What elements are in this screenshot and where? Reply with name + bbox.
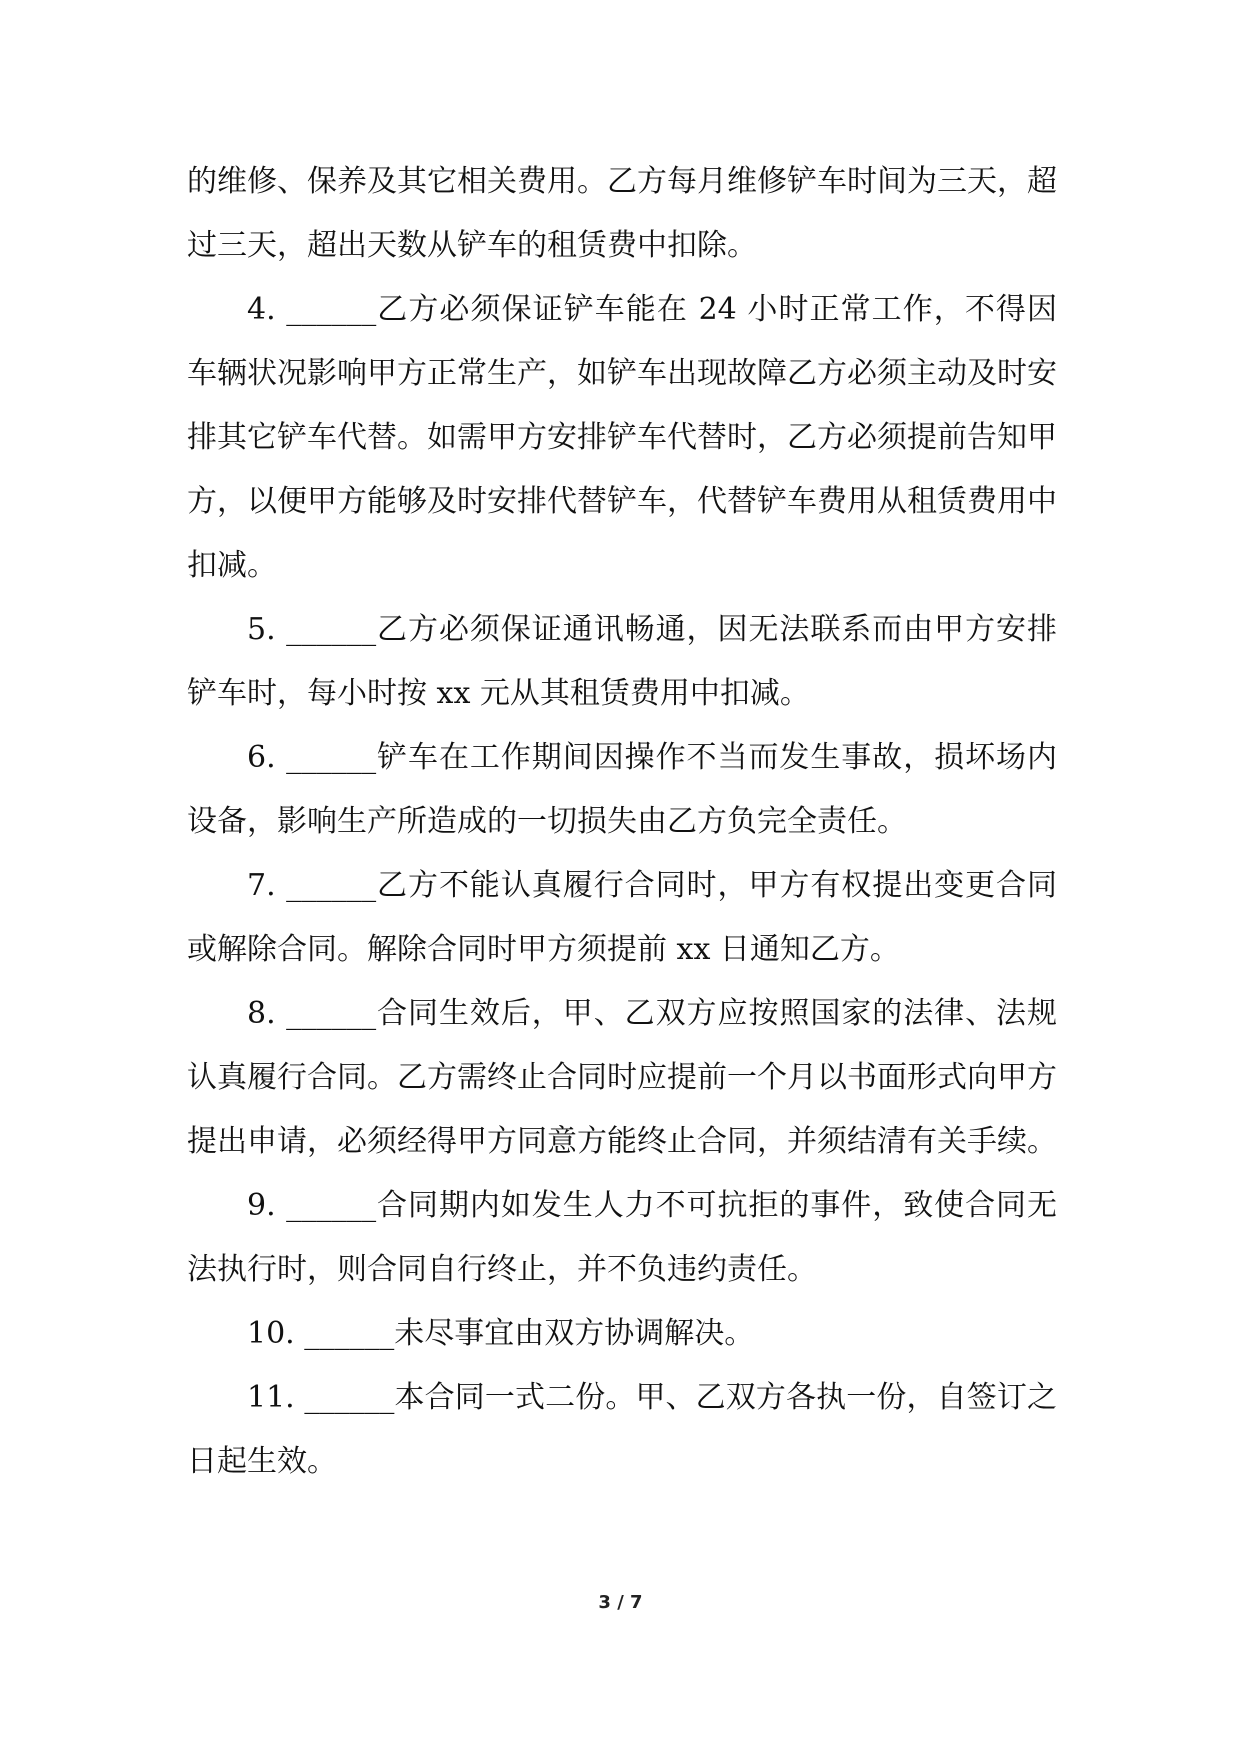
clause-9: 9. ______合同期内如发生人力不可抗拒的事件，致使合同无法执行时，则合同自行终止，并不负违约责任。	[187, 1188, 1057, 1287]
paragraph-continuation: 的维修、保养及其它相关费用。乙方每月维修铲车时间为三天，超过三天，超出天数从铲车的租赁费中扣除。	[187, 164, 1057, 263]
page-number: 3 / 7	[598, 1592, 643, 1613]
clause-11: 11. ______本合同一式二份。甲、乙双方各执一份，自签订之日起生效。	[187, 1380, 1057, 1479]
clause-4: 4. ______乙方必须保证铲车能在 24 小时正常工作，不得因车辆状况影响甲方正常生产，如铲车出现故障乙方必须主动及时安排其它铲车代替。如需甲方安排铲车代替时，乙方必须提前告知甲方，以便甲方能够及时安排代替铲车，代替铲车费用从租赁费用中扣减。	[187, 292, 1057, 583]
clause-8: 8. ______合同生效后，甲、乙双方应按照国家的法律、法规认真履行合同。乙方需终止合同时应提前一个月以书面形式向甲方提出申请，必须经得甲方同意方能终止合同，并须结清有关手续。	[187, 996, 1057, 1159]
contract-body	[187, 150, 1057, 1494]
clause-5: 5. ______乙方必须保证通讯畅通，因无法联系而由甲方安排铲车时，每小时按 xx 元从其租赁费用中扣减。	[187, 612, 1057, 711]
clause-7: 7. ______乙方不能认真履行合同时，甲方有权提出变更合同或解除合同。解除合同时甲方须提前 xx 日通知乙方。	[187, 868, 1057, 967]
clause-6: 6. ______铲车在工作期间因操作不当而发生事故，损坏场内设备，影响生产所造成的一切损失由乙方负完全责任。	[187, 740, 1057, 839]
clause-10: 10. ______未尽事宜由双方协调解决。	[247, 1316, 755, 1351]
